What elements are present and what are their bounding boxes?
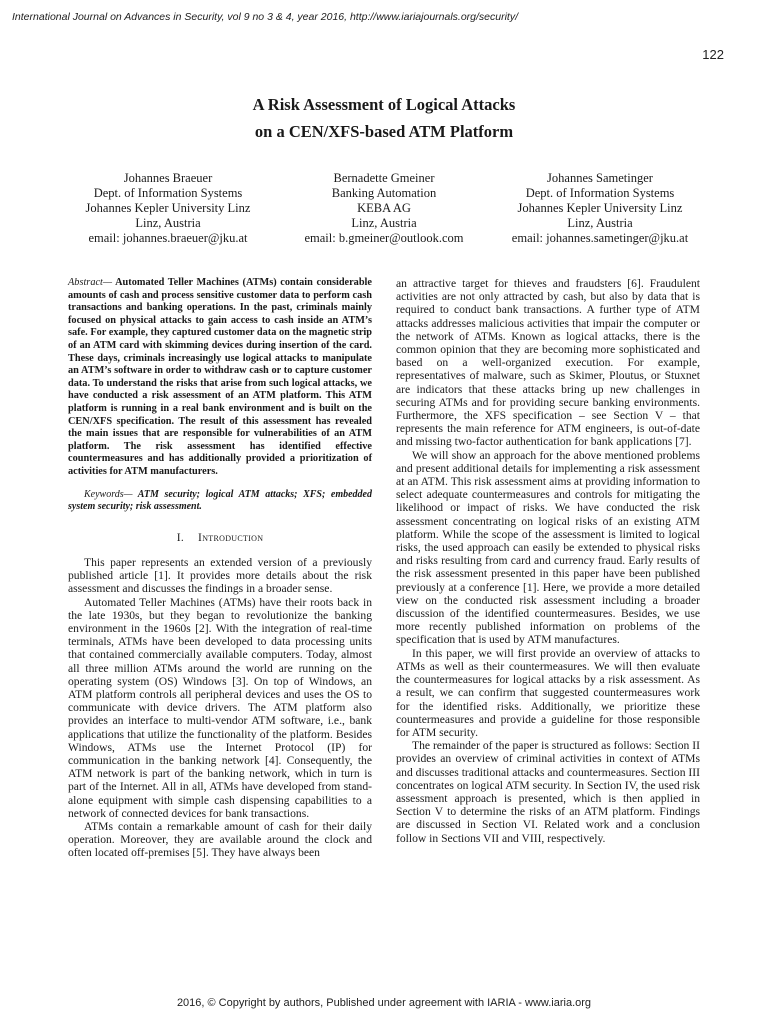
paper-title-line-1: A Risk Assessment of Logical Attacks — [252, 95, 516, 114]
author-block-1 — [48, 171, 288, 246]
body-paragraph: ATMs contain a remarkable amount of cash for their daily operation. Moreover, they are available around the clock and often located off-premises [5]. They have always been — [68, 819, 372, 860]
left-column — [68, 277, 372, 860]
body-paragraph: The remainder of the paper is structured as follows: Section II provides an overview of criminal activities in context of ATMs and discusses traditional attacks and countermeasures. Section III concentrates on logical ATM security. In Section IV, the used risk assessment approach is presented, which is then applied in Section V to determine the risks of an ATM platform. Findings are discussed in Section VI. Related work and a conclusion follow in Sections VII and VIII, respectively. — [396, 739, 700, 845]
author-email: email: johannes.sametinger@jku.at — [511, 231, 689, 245]
body-paragraph: This paper represents an extended version of a previously published article [1]. It provides more details about the risk assessment and discusses the findings in a broader sense. — [68, 555, 372, 596]
section-title-rest: ntroduction — [202, 530, 264, 544]
author-org: KEBA AG — [357, 201, 411, 215]
author-dept: Dept. of Information Systems — [93, 186, 243, 200]
copyright-footer: 2016, © Copyright by authors, Published under agreement with IARIA - www.iaria.org — [176, 997, 592, 1009]
author-location: Linz, Austria — [567, 216, 633, 230]
abstract — [68, 277, 372, 479]
author-block-3 — [480, 171, 720, 246]
keywords — [68, 489, 372, 514]
author-block-2 — [264, 171, 504, 246]
abstract-lead: Abstract— — [68, 277, 113, 288]
section-title-initial: I — [198, 530, 203, 544]
section-number: I. — [176, 530, 185, 544]
author-dept: Banking Automation — [331, 186, 437, 200]
author-email: email: johannes.braeuer@jku.at — [88, 231, 248, 245]
journal-running-header: International Journal on Advances in Security, vol 9 no 3 & 4, year 2016, http://www.iariajournals.org/security/ — [12, 11, 519, 23]
author-location: Linz, Austria — [135, 216, 201, 230]
author-org: Johannes Kepler University Linz — [517, 201, 683, 215]
right-column — [396, 277, 700, 845]
page-number: 122 — [702, 47, 724, 62]
body-paragraph: Automated Teller Machines (ATMs) have their roots back in the late 1930s, but they began to revolutionize the banking environment in the 1960s [2]. With the integration of real-time terminals, ATMs have been developed to data processing units that contained commercially available computers. Today, almost all three million ATMs around the world are running on the operating system (OS) Windows [3]. On top of Windows, an ATM platform controls all peripheral devices and uses the OS to communicate with device drivers. The ATM platform also provides an interface to multi-vendor ATM software, i.e., bank applications that utilize the functionality of the platform. Besides Windows, ATMs use the Internet Protocol (IP) for communication in the banking network [4]. Consequently, the ATM network is part of the banking network, which in turn is part of the Internet. All in all, ATMs have developed from stand-alone equipment with simple cash dispensing capabilities to a network of connected devices for bank transactions. — [68, 595, 372, 820]
author-name: Johannes Braeuer — [123, 171, 213, 185]
section-heading-introduction — [68, 531, 372, 544]
author-name: Bernadette Gmeiner — [333, 171, 435, 185]
author-email: email: b.gmeiner@outlook.com — [304, 231, 464, 245]
author-org: Johannes Kepler University Linz — [85, 201, 251, 215]
body-paragraph: We will show an approach for the above mentioned problems and present additional details for implementing a risk assessment at an ATM. This risk assessment aims at providing information to select adequate countermeasures and controls for mitigating the likelihood or impact of risks. We have conducted the risk assessment concentrating on logical risks of an existing ATM platform. While the scope of the assessment is limited to logical risks, the used approach can easily be extended to physical risks and risks resulting from card and currency fraud. Early results of the risk assessment presented in this paper have been published previously at a conference [1]. Here, we provide a more detailed view on the conducted risk assessment including a broader discussion of the identified countermeasures. Besides, we use more recently published information on problems of the specification that is used by ATM manufactures. — [396, 448, 700, 647]
author-dept: Dept. of Information Systems — [525, 186, 675, 200]
keywords-lead: Keywords— — [84, 488, 133, 500]
body-paragraph: an attractive target for thieves and fraudsters [6]. Fraudulent activities are not only attracted by cash, but also by data that is required to conduct bank transactions. A further type of ATM attacks addresses malicious activities that impair the computer or the network of ATMs. Known as logical attacks, there is the common opinion that they are becoming more sophisticated and based on a well-organized execution. For example, representatives of malware, such as Skimer, Ploutus, or Stuxnet are indicators that these attacks bring up new challenges in securing ATMs and for providing secure banking environments. Furthermore, the XFS specification – see Section V – that represents the main reference for ATM engineers, is out-of-date and missing two-factor authentication for bank applications [7]. — [396, 277, 700, 449]
author-location: Linz, Austria — [351, 216, 417, 230]
paper-title-line-2: on a CEN/XFS-based ATM Platform — [254, 122, 514, 141]
abstract-body: Automated Teller Machines (ATMs) contain considerable amounts of cash and process sensitive customer data to perform cash transactions and banking operations. In the past, criminals mainly focused on physical attacks to gain access to cash inside an ATM’s safe. For example, they captured customer data on the magnetic strip of an ATM card with skimming devices during insertion of the card. These days, criminals increasingly use logical attacks to manipulate an ATM’s software in order to withdraw cash or to capture customer data. To understand the risks that arise from such logical attacks, we have conducted a risk assessment of an ATM platform. This ATM platform is running in a real bank environment and is built on the CEN/XFS specification. The result of this assessment has revealed the main issues that are responsible for vulnerabilities of an ATM platform. The risk assessment has identified effective countermeasures and has additionally provided a prioritization of activities for ATM manufacturers. — [68, 277, 372, 477]
body-paragraph: In this paper, we will first provide an overview of attacks to ATMs as well as their countermeasures. We will then evaluate the countermeasures for logical attacks by a risk assessment. As a result, we can confirm that suggested countermeasures work for the identified risks. Additionally, we prioritize these countermeasures and provide a guideline for those responsible for ATM security. — [396, 646, 700, 739]
author-name: Johannes Sametinger — [547, 171, 653, 185]
keywords-body: ATM security; logical ATM attacks; XFS; embedded system security; risk assessment. — [68, 488, 372, 513]
